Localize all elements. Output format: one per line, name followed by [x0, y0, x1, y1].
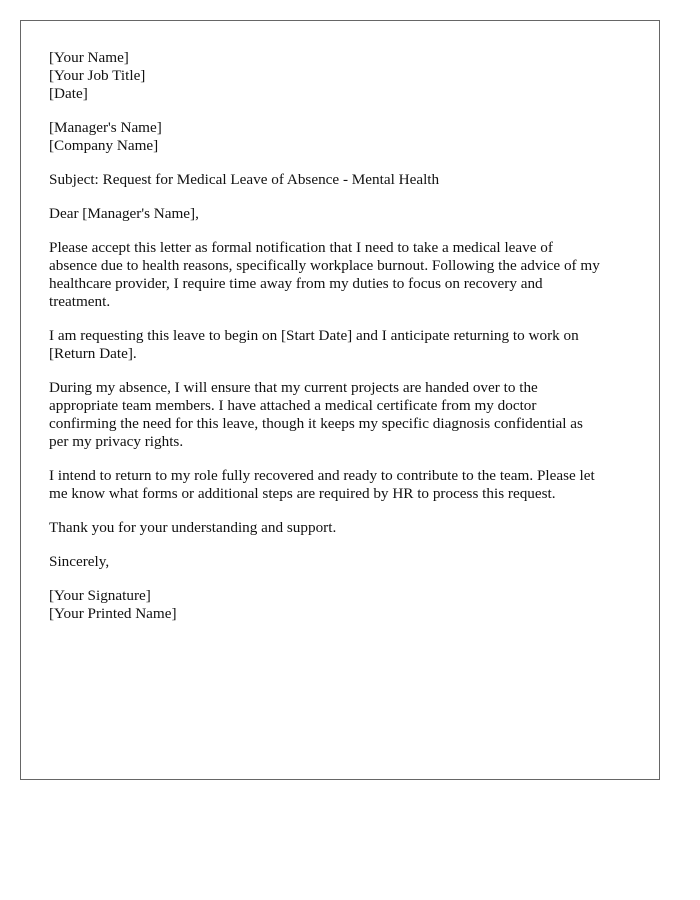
paragraph-1-line-4: treatment.: [49, 293, 111, 310]
paragraph-3-line-3: confirming the need for this leave, though it keeps my specific diagnosis confidential as: [49, 415, 583, 432]
recipient-manager-name: [Manager's Name]: [49, 119, 162, 136]
closing: [49, 553, 639, 571]
paragraph-4: [49, 467, 639, 503]
sender-block: [49, 49, 639, 103]
letter-date: [Date]: [49, 85, 88, 102]
letter-body: [49, 49, 639, 639]
paragraph-3: [49, 379, 639, 451]
paragraph-1-line-1: Please accept this letter as formal notification that I need to take a medical leave of: [49, 239, 553, 256]
letter-page: [20, 20, 660, 780]
paragraph-3-line-4: per my privacy rights.: [49, 433, 184, 450]
subject-line: [49, 171, 639, 189]
printed-name: [Your Printed Name]: [49, 605, 177, 622]
signature-line: [Your Signature]: [49, 587, 151, 604]
signature-block: [49, 587, 639, 623]
subject-text: Subject: Request for Medical Leave of Absence - Mental Health: [49, 171, 440, 188]
paragraph-4-line-2: me know what forms or additional steps are required by HR to process this request.: [49, 485, 556, 502]
sender-name: [Your Name]: [49, 49, 129, 66]
salutation-text: Dear [Manager's Name],: [49, 205, 199, 222]
paragraph-1: [49, 239, 639, 311]
paragraph-5: [49, 519, 639, 537]
paragraph-1-line-3: healthcare provider, I require time away from my duties to focus on recovery and: [49, 275, 543, 292]
paragraph-3-line-2: appropriate team members. I have attached a medical certificate from my doctor: [49, 397, 537, 414]
paragraph-4-line-1: I intend to return to my role fully recovered and ready to contribute to the team. Please let: [49, 467, 595, 484]
salutation: [49, 205, 639, 223]
paragraph-1-line-2: absence due to health reasons, specifically workplace burnout. Following the advice of my: [49, 257, 600, 274]
paragraph-2-line-1: I am requesting this leave to begin on [Start Date] and I anticipate returning to work on: [49, 327, 579, 344]
paragraph-5-line-1: Thank you for your understanding and support.: [49, 519, 337, 536]
recipient-block: [49, 119, 639, 155]
closing-text: Sincerely,: [49, 553, 110, 570]
paragraph-3-line-1: During my absence, I will ensure that my current projects are handed over to the: [49, 379, 538, 396]
sender-job-title: [Your Job Title]: [49, 67, 146, 84]
recipient-company-name: [Company Name]: [49, 137, 159, 154]
paragraph-2-line-2: [Return Date].: [49, 345, 137, 362]
paragraph-2: [49, 327, 639, 363]
